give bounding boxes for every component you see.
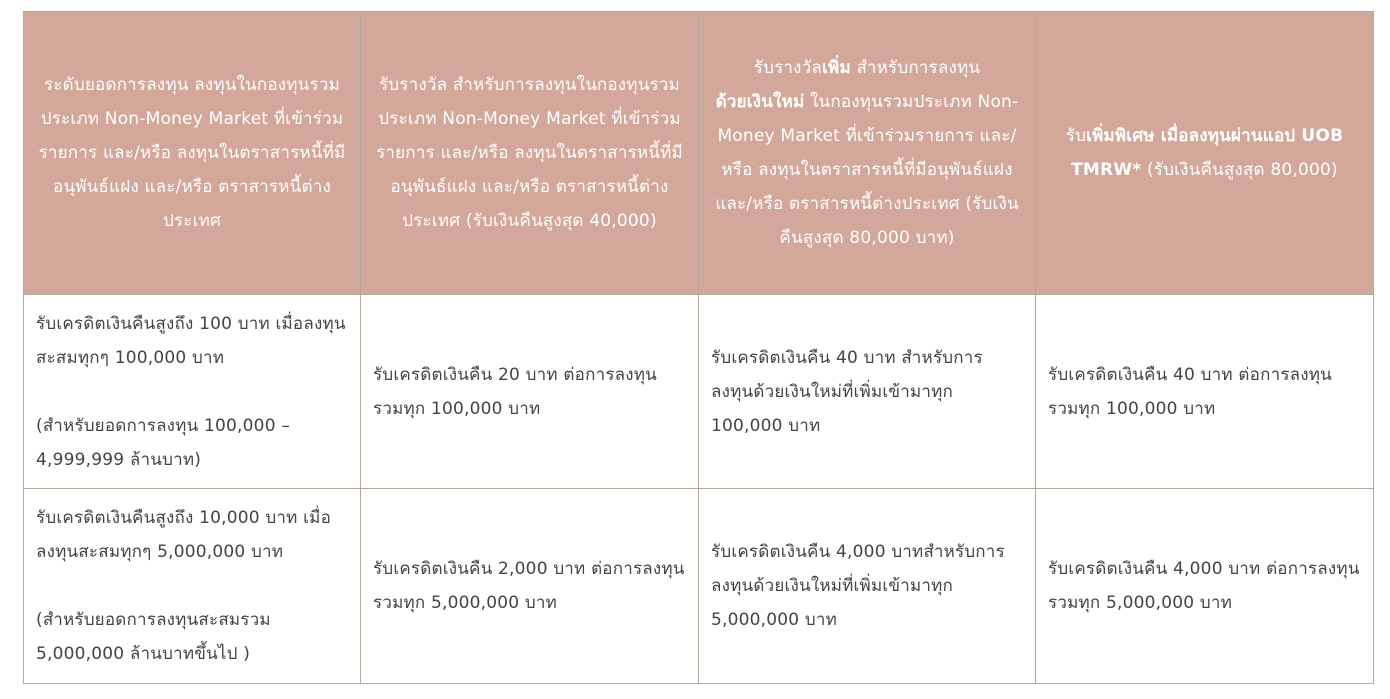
header-text: รับรางวัล	[753, 58, 823, 78]
cell-app-bonus: รับเครดิตเงินคืน 40 บาท ต่อการลงทุนรวมทุก 100,000 บาท	[1036, 295, 1374, 489]
cell-investment-level	[24, 295, 361, 489]
cell-extra-reward-new-money: รับเครดิตเงินคืน 4,000 บาทสำหรับการลงทุนด้วยเงินใหม่ที่เพิ่มเข้ามาทุก 5,000,000 บาท	[699, 489, 1036, 684]
spacer	[36, 375, 348, 409]
cell-reward: รับเครดิตเงินคืน 20 บาท ต่อการลงทุนรวมทุก 100,000 บาท	[361, 295, 699, 489]
cell-reward: รับเครดิตเงินคืน 2,000 บาท ต่อการลงทุนรวมทุก 5,000,000 บาท	[361, 489, 699, 684]
table-body	[24, 295, 1374, 684]
table-header	[24, 12, 1374, 295]
level-text: รับเครดิตเงินคืนสูงถึง 10,000 บาท เมื่อลงทุนสะสมทุกๆ 5,000,000 บาท	[36, 508, 331, 562]
spacer	[36, 569, 348, 603]
level-note: (สำหรับยอดการลงทุนสะสมรวม 5,000,000 ล้านบาทขึ้นไป )	[36, 610, 271, 664]
header-reward: รับรางวัล สำหรับการลงทุนในกองทุนรวมประเภท Non-Money Market ที่เข้าร่วมรายการ และ/หรือ ลงทุนในตราสารหนี้ที่มีอนุพันธ์แฝง และ/หรือ ตราสารหนี้ต่างประเทศ (รับเงินคืนสูงสุด 40,000)	[361, 12, 699, 295]
reward-table	[23, 11, 1374, 684]
header-bold-text: เพิ่มพิเศษ เมื่อลงทุนผ่านแอป UOB TMRW*	[1071, 126, 1344, 180]
cell-investment-level	[24, 489, 361, 684]
header-text: สำหรับการลงทุน	[850, 58, 981, 78]
header-bold-text: ด้วยเงินใหม่	[715, 92, 805, 112]
header-app-bonus	[1036, 12, 1374, 295]
header-text: ในกองทุนรวมประเภท Non-Money Market ที่เข้าร่วมรายการ และ/หรือ ลงทุนในตราสารหนี้ที่มีอนุพันธ์แฝง และ/หรือ ตราสารหนี้ต่างประเทศ (รับเงินคืนสูงสุด 80,000 บาท)	[715, 92, 1019, 248]
header-text: (รับเงินคืนสูงสุด 80,000)	[1141, 160, 1338, 180]
header-text: รับ	[1065, 126, 1087, 146]
level-note: (สำหรับยอดการลงทุน 100,000 – 4,999,999 ล้านบาท)	[36, 415, 291, 470]
header-extra-reward-new-money	[699, 12, 1036, 295]
cell-extra-reward-new-money: รับเครดิตเงินคืน 40 บาท สำหรับการลงทุนด้วยเงินใหม่ที่เพิ่มเข้ามาทุก 100,000 บาท	[699, 295, 1036, 489]
header-bold-text: เพิ่ม	[822, 58, 851, 78]
header-investment-level: ระดับยอดการลงทุน ลงทุนในกองทุนรวมประเภท Non-Money Market ที่เข้าร่วมรายการ และ/หรือ ลงทุนในตราสารหนี้ที่มีอนุพันธ์แฝง และ/หรือ ตราสารหนี้ต่างประเทศ	[24, 12, 361, 295]
table-row	[24, 489, 1374, 684]
header-row	[24, 12, 1374, 295]
table-row	[24, 295, 1374, 489]
cell-app-bonus: รับเครดิตเงินคืน 4,000 บาท ต่อการลงทุนรวมทุก 5,000,000 บาท	[1036, 489, 1374, 684]
level-text: รับเครดิตเงินคืนสูงถึง 100 บาท เมื่อลงทุนสะสมทุกๆ 100,000 บาท	[36, 313, 346, 368]
